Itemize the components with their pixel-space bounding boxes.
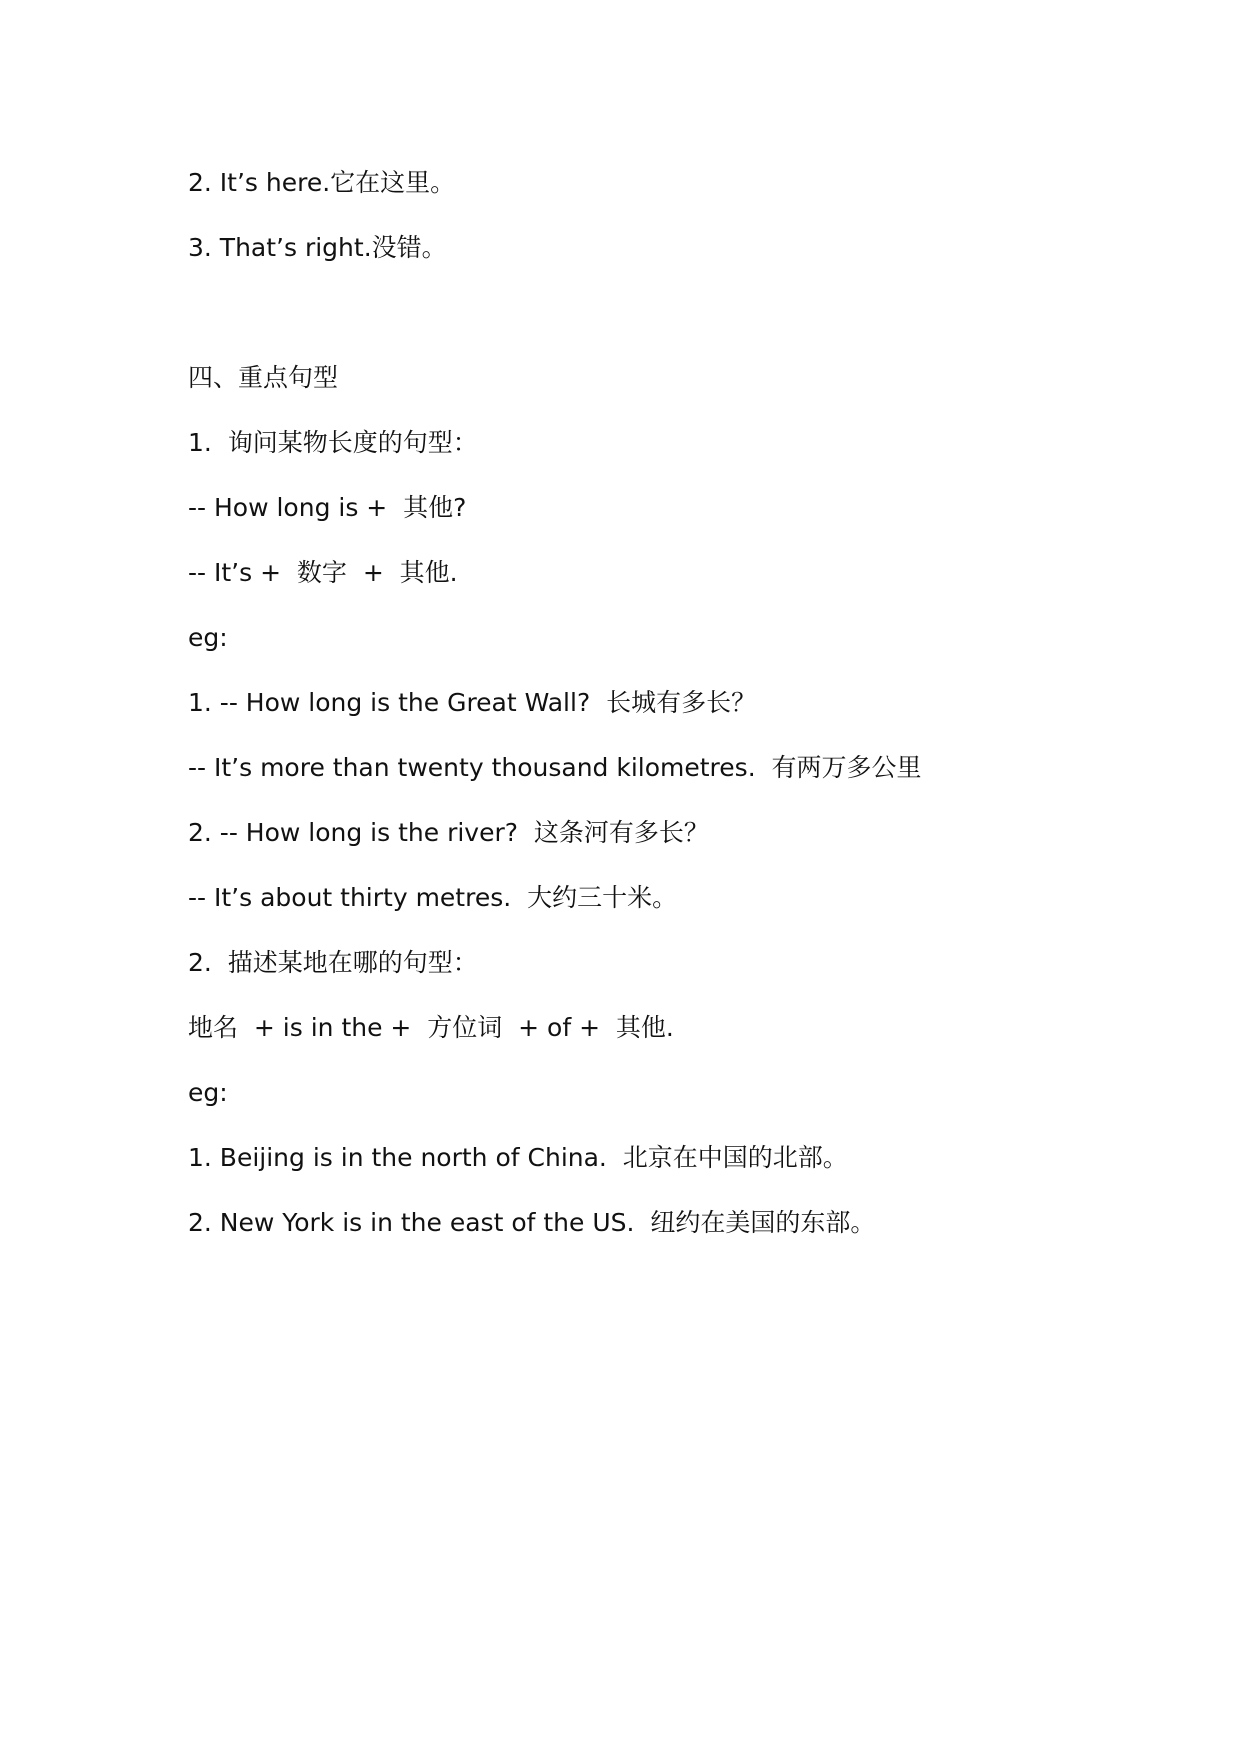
pattern-heading-1: 1. 询问某物长度的句型： [188, 428, 478, 457]
example-line: -- It’s about thirty metres. 大约三十米。 [188, 883, 678, 912]
phrase-line-2: 2. It’s here.它在这里。 [188, 168, 456, 197]
example-line: 2. New York is in the east of the US. 纽约在美国的东部。 [188, 1208, 876, 1237]
pattern-heading-2: 2. 描述某地在哪的句型： [188, 948, 478, 977]
phrase-line-3: 3. That’s right.没错。 [188, 233, 447, 262]
example-line: 1. -- How long is the Great Wall? 长城有多长？ [188, 688, 757, 717]
section-heading: 四、重点句型 [188, 363, 339, 392]
pattern-answer: -- It’s + 数字 + 其他. [188, 558, 458, 587]
example-label: eg: [188, 1078, 228, 1107]
pattern-question: -- How long is + 其他? [188, 493, 467, 522]
example-line: -- It’s more than twenty thousand kilometres. 有两万多公里 [188, 753, 922, 782]
example-line: 1. Beijing is in the north of China. 北京在中国的北部。 [188, 1143, 848, 1172]
pattern-location: 地名 + is in the + 方位词 + of + 其他. [188, 1013, 674, 1042]
example-label: eg: [188, 623, 228, 652]
example-line: 2. -- How long is the river? 这条河有多长？ [188, 818, 709, 847]
